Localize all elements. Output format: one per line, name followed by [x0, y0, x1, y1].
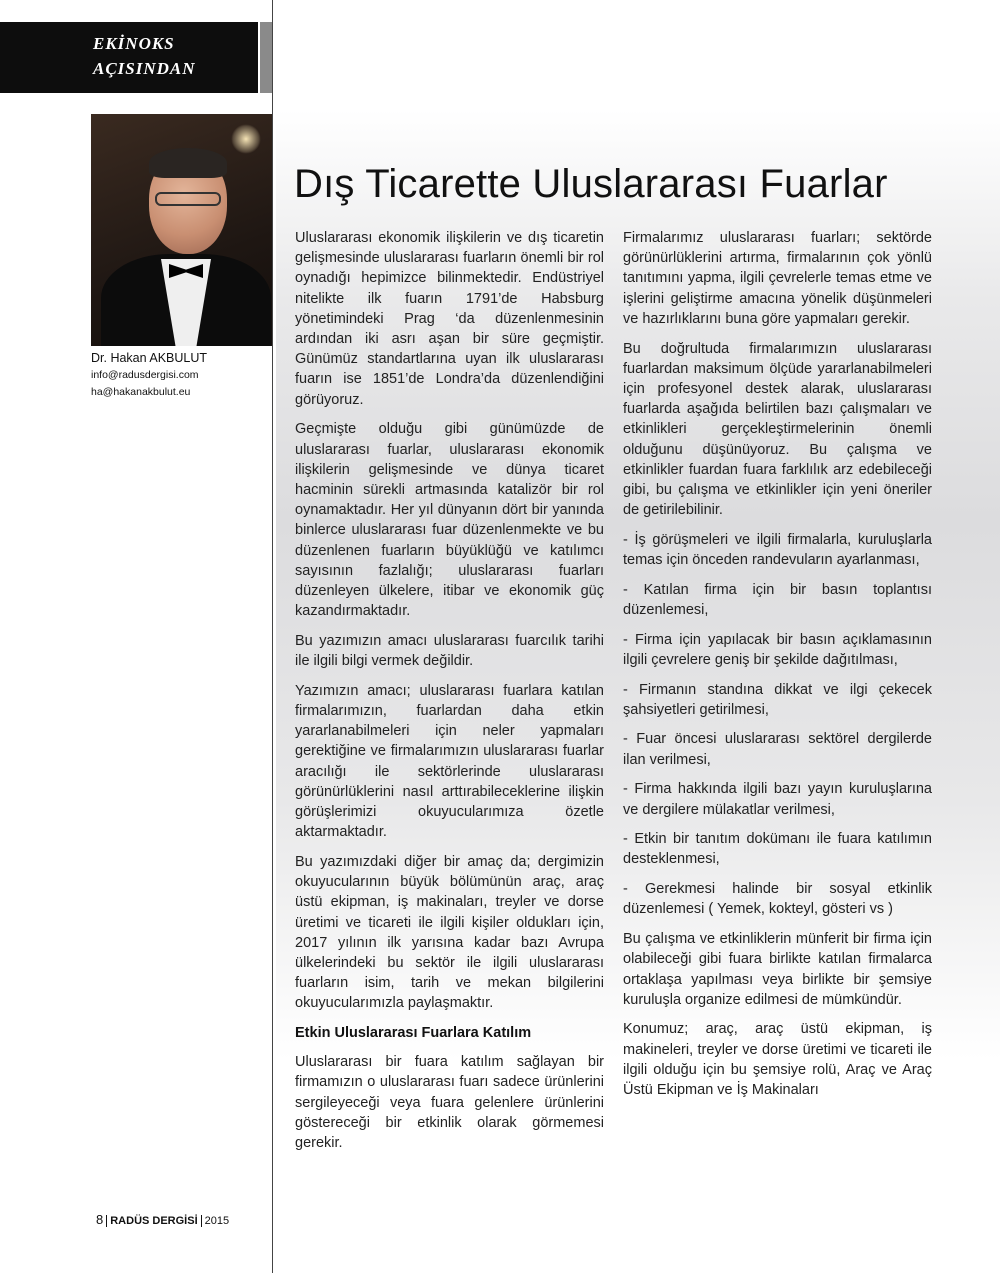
vertical-divider: [272, 0, 273, 1273]
paragraph: Konumuz; araç, araç üstü ekipman, iş makineleri, treyler ve dorse üretimi ve ticareti ile ilgili olduğu için bu şemsiye rolü, Araç ve Araç Üstü Ekipman ve İş Makinaları: [623, 1021, 932, 1099]
banner-accent: [260, 22, 272, 93]
paragraph: Geçmişte olduğu gibi günümüzde de uluslararası fuarlar, uluslararası ekonomik ilişkilerin gelişmesinde ve dünya ticaret hacminin sürekli artmasında katalizör bir rol oynamaktadır. Her yıl dünyanın dört bir yanında binlerce uluslararası fuar düzenlenmekte ve bu düzenlenen fuarların büyüklüğü ve katılımcı sayısının fazlalığı; uluslararası fuarları düzenleyen ülkelere, itibar ve ekonomik güç kazandırmaktadır.: [295, 421, 604, 620]
paragraph: Uluslararası ekonomik ilişkilerin ve dış ticaretin gelişmesinde uluslararası fuarların önemli bir rol oynadığı hepimizce bilinmektedir. Endüstriyel nitelikte ilk fuarın 1791’de Habsburg yönetimindeki Prag ‘da düzenlenmesinin ardından iki asrı aşan bir süre geçmiştir. Günümüz standartlarına uyan ilk uluslararası fuarın ise 1851’de Londra’da düzenlendiğini görüyoruz.: [295, 230, 604, 408]
issue-year: 2015: [204, 1215, 230, 1227]
article-column-2: [623, 228, 932, 1110]
list-item: - Firmanın standına dikkat ve ilgi çekecek şahsiyetleri getirilmesi,: [623, 681, 932, 718]
article-title: Dış Ticarette Uluslararası Fuarlar: [294, 162, 888, 206]
footer-divider: [201, 1215, 202, 1227]
paragraph: Bu yazımızdaki diğer bir amaç da; dergimizin okuyucularının büyük bölümünün araç, araç üstü ekipman, iş makinaları, treyler ve dorse üretimi ve ticareti ile ilgili kişiler oldukları için, 2017 yılının ilk yarısına kadar bazı Avrupa ülkelerindeki bu sektör ile ilgili uluslararası fuarların isim, tarih ve mekan bilgilerini okuyucularımızla paylaşmaktır.: [295, 853, 604, 1012]
author-name: Dr. Hakan AKBULUT: [91, 351, 208, 365]
page-number: 8: [96, 1212, 104, 1227]
article-column-1: [295, 228, 604, 1163]
subheading: Etkin Uluslararası Fuarlara Katılım: [295, 1025, 532, 1042]
footer-divider: [106, 1215, 107, 1227]
magazine-name: RADÜS DERGİSİ: [110, 1215, 198, 1227]
list-item: - Firma hakkında ilgili bazı yayın kuruluşlarına ve dergilere mülakatlar verilmesi,: [623, 781, 932, 818]
author-photo: [91, 114, 272, 346]
section-label-line1: EKİNOKS: [93, 34, 175, 53]
paragraph: Uluslararası bir fuara katılım sağlayan bir firmamızın o uluslararası fuarı sadece ürünlerini sergileyeceği veya fuara gelenlere ürünlerini göstereceği bir etkinlik olarak görmemesi gerekir.: [295, 1054, 604, 1152]
list-item: - Etkin bir tanıtım dokümanı ile fuara katılımın desteklenmesi,: [623, 831, 932, 868]
list-item: - Fuar öncesi uluslararası sektörel dergilerde ilan verilmesi,: [623, 731, 932, 768]
paragraph: Bu çalışma ve etkinliklerin münferit bir firma için olabileceği gibi fuara birlikte katılan firmalarca ortaklaşa yapılması veya birlikte bir şemsiye kuruluşla organize edilmesi de mümkündür.: [623, 931, 932, 1008]
paragraph: Yazımızın amacı; uluslararası fuarlara katılan firmalarımızın, fuarlardan daha etkin yararlanabilmeleri için neler yapmaları gerektiğine ve firmalarımızın uluslararası fuarlar aracılığı ile sektörlerinde uluslararası görünürlüklerini nasıl arttırabileceklerine ilişkin görüşlerimizi okuyucularımıza özetle aktarmaktadır.: [295, 682, 604, 841]
list-item: - İş görüşmeleri ve ilgili firmalarla, kuruluşlarla temas için önceden randevuların ayarlanması,: [623, 531, 932, 569]
paragraph: Bu yazımızın amacı uluslararası fuarcılık tarihi ile ilgili bilgi vermek değildir.: [295, 632, 604, 670]
list-item: - Firma için yapılacak bir basın açıklamasının ilgili çevrelere geniş bir şekilde dağıtılması,: [623, 631, 932, 668]
list-item: - Katılan firma için bir basın toplantısı düzenlemesi,: [623, 581, 932, 618]
list-item: - Gerekmesi halinde bir sosyal etkinlik düzenlemesi ( Yemek, kokteyl, gösteri vs ): [623, 881, 932, 918]
section-banner: [0, 22, 258, 93]
paragraph: Bu doğrultuda firmalarımızın uluslararası fuarlardan maksimum ölçüde yararlanabilmeleri için profesyonel destek alarak, uluslararası fuarlarda aşağıda belirtilen bazı çalışmaları ve etkinlikleri gerçekleştirmelerinin önemli olduğunu düşünüyoruz. Bu çalışma ve etkinlikler fuardan fuara farklılık arz edebileceği gibi, bu çalışma ve etkinlikler için yeni öneriler de getirilebilinir.: [623, 340, 932, 519]
author-email-2: ha@hakanakbulut.eu: [91, 386, 191, 398]
author-email-1: info@radusdergisi.com: [91, 369, 199, 381]
section-label-line2: AÇISINDAN: [93, 59, 196, 78]
paragraph: Firmalarımız uluslararası fuarları; sektörde görünürlüklerini artırma, firmalarının çok yönlü tanıtımını yapma, ilgili çevrelerle temas etme ve işlerini geliştirme amacına yönelik düşünmeleri ve hazırlıklarını buna göre yapmaları gerekir.: [623, 230, 932, 327]
page-footer: [96, 1212, 229, 1227]
